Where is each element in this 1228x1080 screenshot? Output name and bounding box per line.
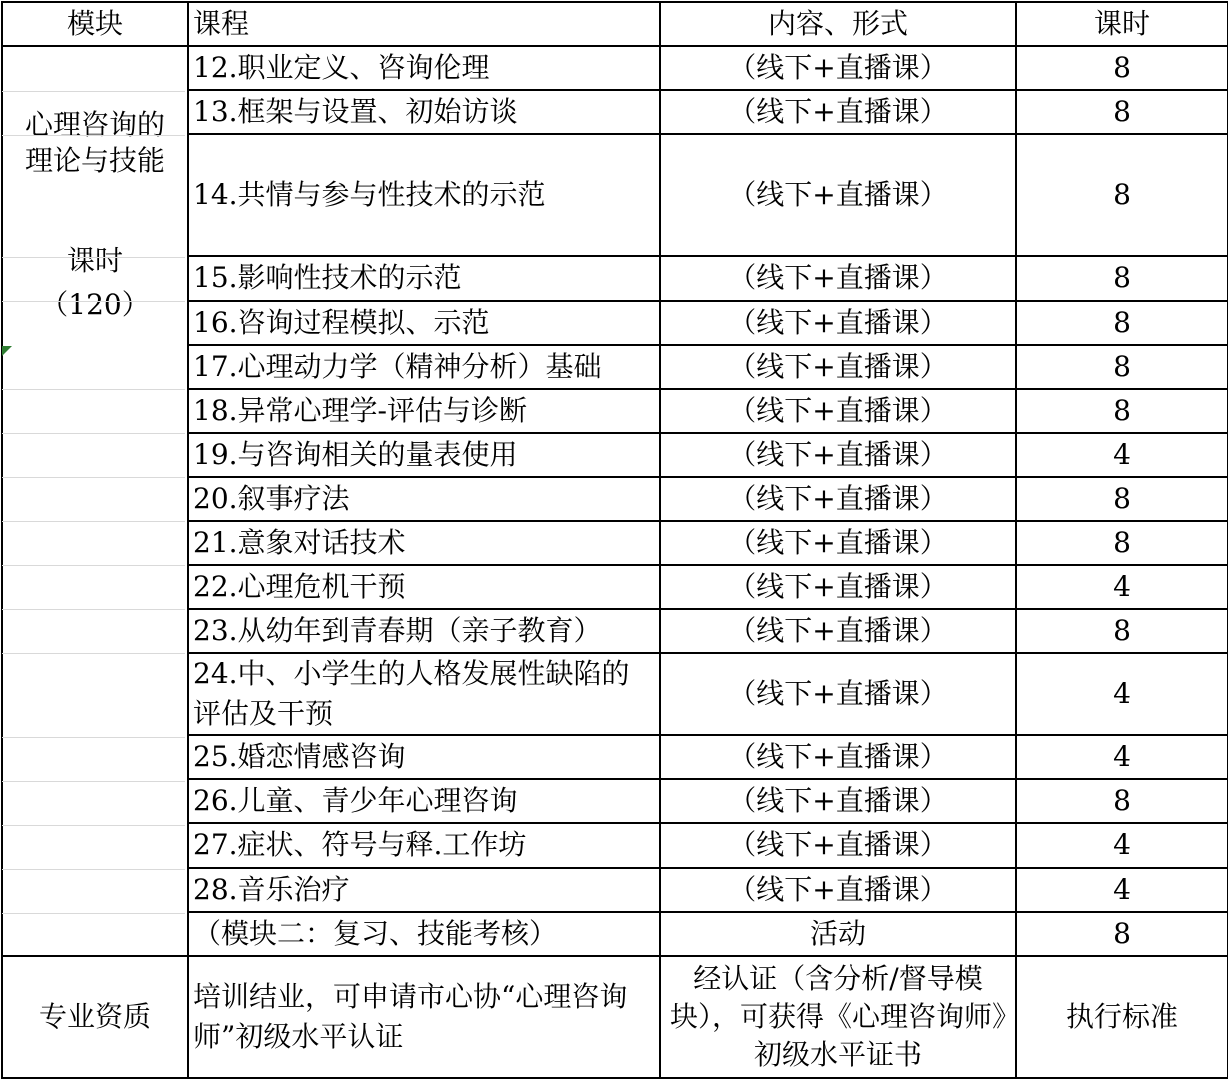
hours-cell[interactable]: 8 — [1016, 779, 1228, 823]
course-cell[interactable]: 13.框架与设置、初始访谈 — [188, 90, 660, 134]
hours-cell[interactable]: 8 — [1016, 90, 1228, 134]
course-cell[interactable]: 17.心理动力学（精神分析）基础 — [188, 345, 660, 389]
content-cell[interactable]: （线下+直播课） — [660, 609, 1016, 653]
footer-label-cell[interactable]: 专业资质 — [2, 956, 188, 1078]
footer-row — [2, 956, 1228, 1078]
footer-hours-cell[interactable]: 执行标准 — [1016, 956, 1228, 1078]
header-course[interactable]: 课程 — [188, 2, 660, 46]
module-name-line1: 心理咨询的 — [24, 108, 165, 142]
hours-cell[interactable]: 8 — [1016, 301, 1228, 345]
module-cell[interactable] — [2, 46, 188, 956]
course-cell[interactable]: 14.共情与参与性技术的示范 — [188, 134, 660, 256]
module-name-line2: 理论与技能 — [24, 144, 165, 178]
content-cell[interactable]: （线下+直播课） — [660, 301, 1016, 345]
content-cell[interactable]: （线下+直播课） — [660, 90, 1016, 134]
cell-gridline — [2, 825, 185, 826]
cell-gridline — [2, 477, 185, 478]
course-cell[interactable]: 16.咨询过程模拟、示范 — [188, 301, 660, 345]
content-cell[interactable]: （线下+直播课） — [660, 345, 1016, 389]
module-hours-total: （120） — [40, 288, 150, 322]
cell-gridline — [2, 781, 185, 782]
hours-cell[interactable]: 4 — [1016, 868, 1228, 912]
course-cell[interactable]: 28.音乐治疗 — [188, 868, 660, 912]
course-cell[interactable]: 22.心理危机干预 — [188, 565, 660, 609]
footer-content-cell[interactable]: 经认证（含分析/督导模块），可获得《心理咨询师》初级水平证书 — [660, 956, 1016, 1078]
cell-gridline — [2, 913, 185, 914]
content-cell[interactable]: （线下+直播课） — [660, 433, 1016, 477]
content-cell[interactable]: （线下+直播课） — [660, 565, 1016, 609]
cell-gridline — [2, 301, 185, 302]
module-hours-label: 课时 — [66, 244, 123, 278]
cell-gridline — [2, 521, 185, 522]
hours-cell[interactable]: 8 — [1016, 134, 1228, 256]
course-cell[interactable]: 15.影响性技术的示范 — [188, 256, 660, 300]
cell-gridline — [2, 135, 185, 136]
hours-cell[interactable]: 4 — [1016, 433, 1228, 477]
cell-gridline — [2, 653, 185, 654]
header-module[interactable]: 模块 — [2, 2, 188, 46]
content-cell[interactable]: （线下+直播课） — [660, 134, 1016, 256]
table-row — [2, 46, 1228, 90]
cell-gridline — [2, 869, 185, 870]
content-cell[interactable]: （线下+直播课） — [660, 823, 1016, 867]
content-cell[interactable]: （线下+直播课） — [660, 779, 1016, 823]
course-cell[interactable]: 18.异常心理学-评估与诊断 — [188, 389, 660, 433]
content-cell[interactable]: （线下+直播课） — [660, 735, 1016, 779]
hours-cell[interactable]: 4 — [1016, 823, 1228, 867]
header-hours[interactable]: 课时 — [1016, 2, 1228, 46]
content-cell[interactable]: （线下+直播课） — [660, 389, 1016, 433]
footer-course-cell[interactable]: 培训结业，可申请市心协“心理咨询师”初级水平认证 — [188, 956, 660, 1078]
course-cell[interactable]: 20.叙事疗法 — [188, 477, 660, 521]
hours-cell[interactable]: 4 — [1016, 653, 1228, 735]
hours-cell[interactable]: 8 — [1016, 46, 1228, 90]
course-cell[interactable]: 27.症状、符号与释.工作坊 — [188, 823, 660, 867]
content-cell[interactable]: （线下+直播课） — [660, 256, 1016, 300]
course-cell[interactable]: 26.儿童、青少年心理咨询 — [188, 779, 660, 823]
cell-gridline — [2, 433, 185, 434]
header-row — [2, 2, 1228, 46]
cell-comment-marker-icon[interactable] — [2, 346, 12, 356]
course-cell[interactable]: 23.从幼年到青春期（亲子教育） — [188, 609, 660, 653]
hours-cell[interactable]: 8 — [1016, 256, 1228, 300]
course-cell[interactable]: （模块二：复习、技能考核） — [188, 912, 660, 956]
content-cell[interactable]: （线下+直播课） — [660, 868, 1016, 912]
cell-gridline — [2, 91, 185, 92]
course-cell[interactable]: 19.与咨询相关的量表使用 — [188, 433, 660, 477]
cell-gridline — [2, 389, 185, 390]
course-cell[interactable]: 25.婚恋情感咨询 — [188, 735, 660, 779]
hours-cell[interactable]: 8 — [1016, 912, 1228, 956]
module-label-block — [3, 47, 187, 955]
cell-gridline — [2, 737, 185, 738]
cell-gridline — [2, 609, 185, 610]
cell-gridline — [2, 257, 185, 258]
cell-gridline — [2, 565, 185, 566]
hours-cell[interactable]: 8 — [1016, 477, 1228, 521]
hours-cell[interactable]: 4 — [1016, 565, 1228, 609]
content-cell[interactable]: （线下+直播课） — [660, 477, 1016, 521]
course-cell[interactable]: 21.意象对话技术 — [188, 521, 660, 565]
course-table — [1, 1, 1228, 1079]
content-cell[interactable]: （线下+直播课） — [660, 521, 1016, 565]
course-cell[interactable]: 12.职业定义、咨询伦理 — [188, 46, 660, 90]
hours-cell[interactable]: 8 — [1016, 609, 1228, 653]
hours-cell[interactable]: 8 — [1016, 521, 1228, 565]
hours-cell[interactable]: 8 — [1016, 389, 1228, 433]
content-cell[interactable]: （线下+直播课） — [660, 653, 1016, 735]
content-cell[interactable]: 活动 — [660, 912, 1016, 956]
course-cell[interactable]: 24.中、小学生的人格发展性缺陷的评估及干预 — [188, 653, 660, 735]
hours-cell[interactable]: 4 — [1016, 735, 1228, 779]
hours-cell[interactable]: 8 — [1016, 345, 1228, 389]
header-content[interactable]: 内容、形式 — [660, 2, 1016, 46]
content-cell[interactable]: （线下+直播课） — [660, 46, 1016, 90]
